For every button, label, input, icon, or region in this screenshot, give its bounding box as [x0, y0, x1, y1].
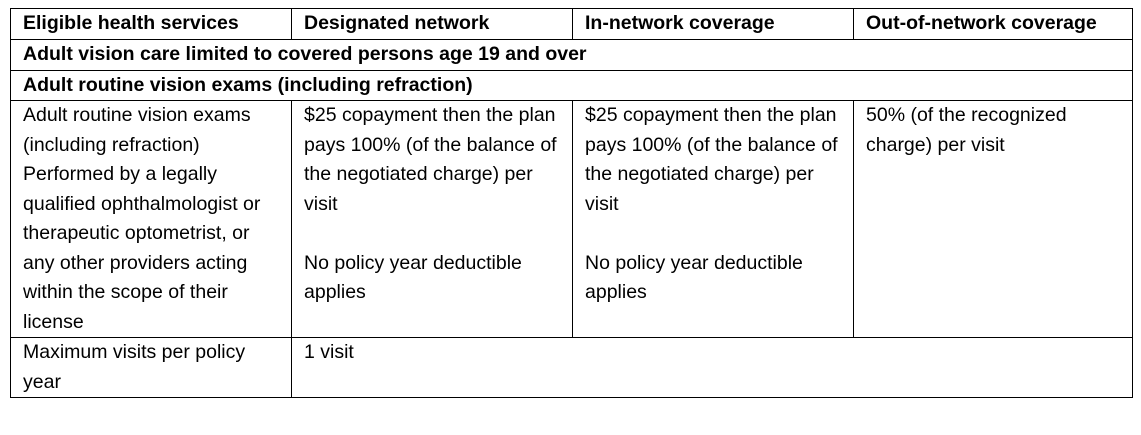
- benefits-table: [10, 8, 1133, 398]
- table-row: [11, 338, 1133, 398]
- service-cell: Adult routine vision exams (including refraction) Performed by a legally qualified ophthalmologist or therapeutic optometrist, or any other providers acting within the scope of their license: [11, 101, 292, 338]
- table-header-row: [11, 9, 1133, 40]
- designated-deductible-text: No policy year deductible applies: [304, 251, 522, 303]
- designated-copay-text: $25 copayment then the plan pays 100% (of the balance of the negotiated charge) per visit: [304, 104, 557, 215]
- header-designated-network: Designated network: [292, 9, 573, 40]
- subsection-title: Adult routine vision exams (including refraction): [11, 70, 1133, 101]
- max-visits-value: 1 visit: [292, 338, 1133, 398]
- section-row: [11, 40, 1133, 71]
- in-network-deductible-text: No policy year deductible applies: [585, 251, 803, 303]
- designated-network-cell: [292, 101, 573, 338]
- paragraph-gap: [585, 219, 841, 249]
- header-out-of-network: Out-of-network coverage: [854, 9, 1133, 40]
- in-network-cell: [573, 101, 854, 338]
- out-of-network-cell: 50% (of the recognized charge) per visit: [854, 101, 1133, 338]
- subsection-row: [11, 70, 1133, 101]
- header-in-network: In-network coverage: [573, 9, 854, 40]
- max-visits-label: Maximum visits per policy year: [11, 338, 292, 398]
- table-row: [11, 101, 1133, 338]
- benefits-table-container: [10, 8, 1132, 398]
- section-title: Adult vision care limited to covered persons age 19 and over: [11, 40, 1133, 71]
- paragraph-gap: [304, 219, 560, 249]
- in-network-copay-text: $25 copayment then the plan pays 100% (of the balance of the negotiated charge) per visit: [585, 104, 838, 215]
- header-eligible-services: Eligible health services: [11, 9, 292, 40]
